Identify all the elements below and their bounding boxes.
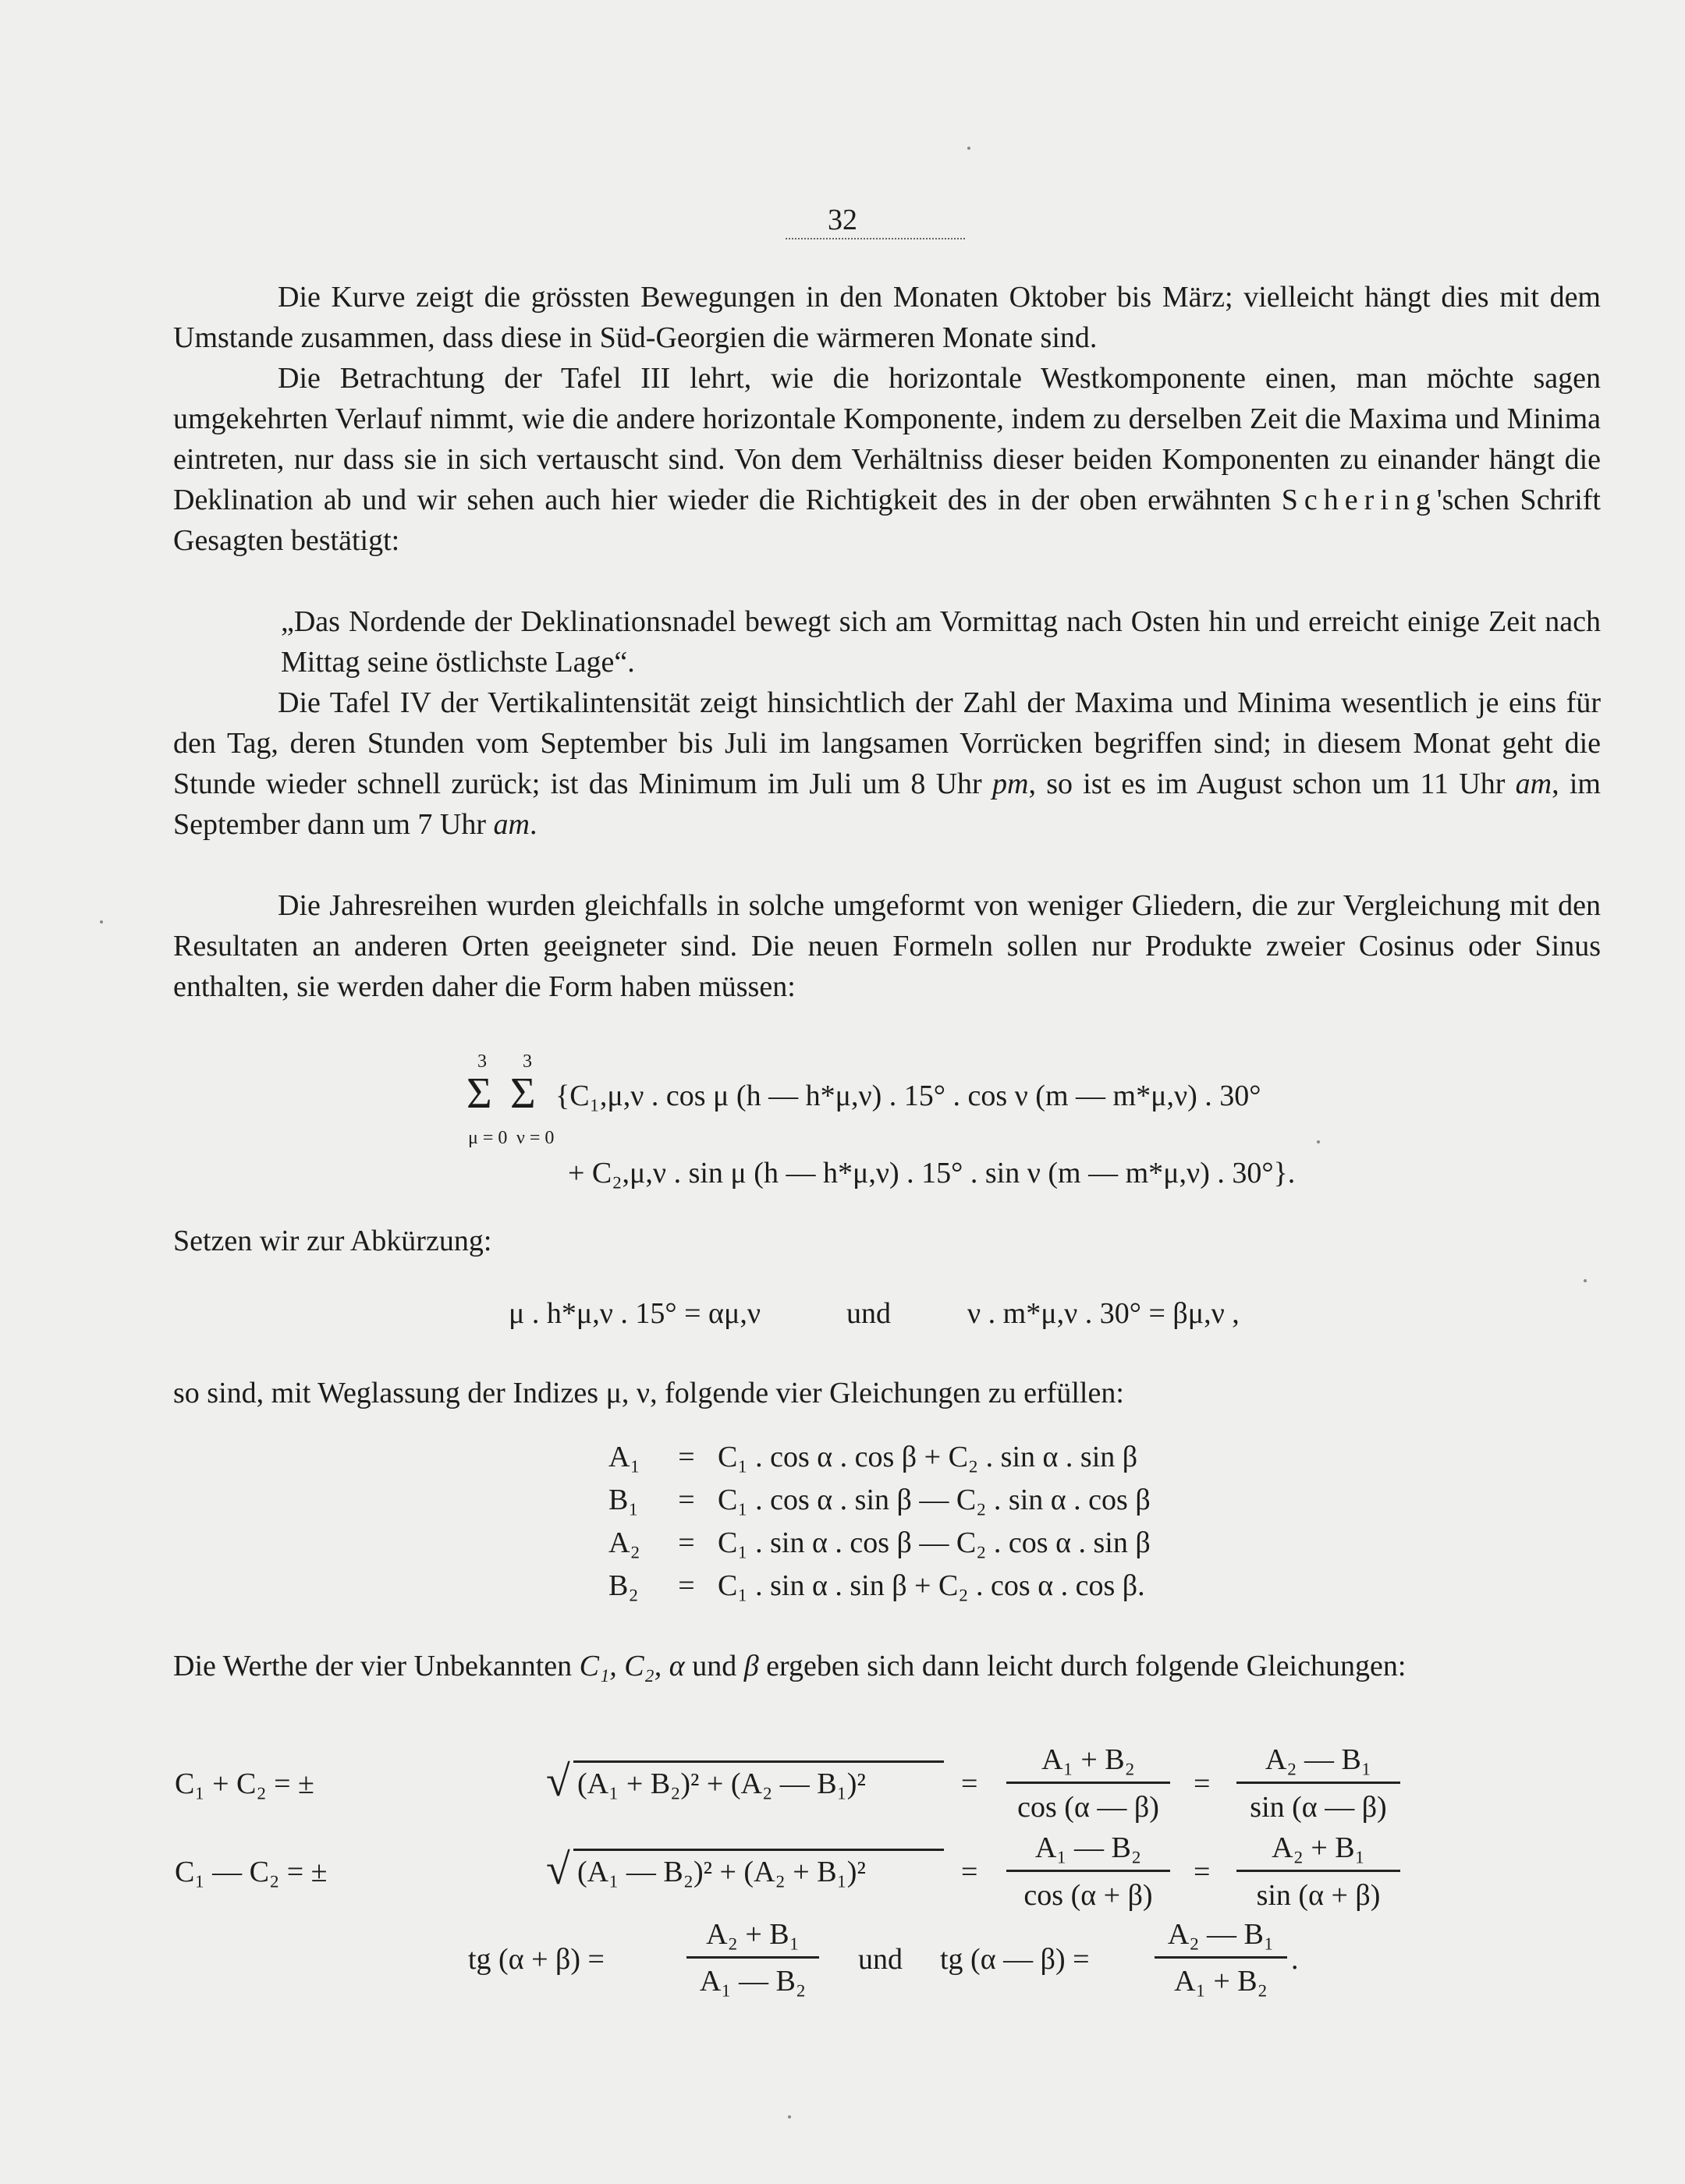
paragraph-3-text-a: Die Tafel IV der Vertikalintensität zeigt hinsichtlich der Zahl der Maxima und Minima wesentlich je eins für den Tag, deren Stunden vom September bis Juli im langsamen Vorrücken begriffen sind; in diesem Monat geht die Stunde wieder schnell zurück; ist das Minimum im Juli um 8 Uhr — [173, 686, 1601, 800]
solution-2-eq1: = — [961, 1856, 978, 1888]
system-lhs-3: A₂ — [608, 1526, 640, 1559]
page-number-underline — [786, 238, 965, 246]
solution-1-fraction-2-denominator: sin (α — β) — [1250, 1791, 1387, 1824]
abbrev-alpha: μ . h*μ,ν . 15° = αμ,ν — [509, 1297, 761, 1330]
system-rhs-4: C₁ . sin α . sin β + C₂ . cos α . cos β. — [718, 1569, 1145, 1602]
solution-2-fraction-2-denominator: sin (α + β) — [1256, 1879, 1381, 1912]
paragraph-5: Setzen wir zur Abkürzung: — [173, 1225, 492, 1257]
system-rhs-1: C₁ . cos α . cos β + C₂ . sin α . sin β — [718, 1441, 1138, 1473]
solution-3-lhs-2: tg (α — β) = — [940, 1943, 1090, 1976]
paragraph-7-und: und — [684, 1650, 744, 1682]
system-equation-4 — [608, 1569, 1233, 1603]
author-name-schering: Schering — [1281, 484, 1437, 516]
sum-lower-limit-mu: μ = 0 — [468, 1128, 508, 1148]
paragraph-2-text-a: Die Betrachtung der Tafel III lehrt, wie die horizontale Westkomponente einen, man möchte sagen umgekehrten Verlauf nimmt, wie die andere horizontale Komponente, indem zu derselben Zeit die Maxima und Minima eintreten, nur dass sie in sich vertauscht sind. Von dem Verhältniss dieser beiden Komponenten zu einander hängt die Deklination ab und wir sehen auch hier wieder die Richtigkeit des in der oben erwähnten — [173, 362, 1601, 516]
paragraph-7 — [173, 1646, 1601, 1686]
paragraph-7-text-b: ergeben sich dann leicht durch folgende Gleichungen: — [758, 1650, 1407, 1682]
paragraph-2-text-b: 'schen Schrift Gesagten bestätigt: — [173, 484, 1601, 557]
solution-1-fraction-1-numerator: A₁ + B₂ — [1041, 1743, 1135, 1776]
solution-1-fraction-2-numerator: A₂ — B₁ — [1265, 1743, 1372, 1776]
paragraph-7-variables: C₁, C₂, α — [579, 1650, 685, 1682]
solution-1-radicand: (A₁ + B₂)² + (A₂ — B₁)² — [577, 1767, 866, 1800]
solution-2-fraction-1-numerator: A₁ — B₂ — [1034, 1831, 1142, 1864]
solution-2-fraction-1-bar — [1006, 1870, 1170, 1872]
system-eq-4: = — [678, 1569, 695, 1602]
solution-1-radical-bar — [573, 1760, 944, 1763]
system-lhs-4: B₂ — [608, 1569, 639, 1602]
sum-upper-limit-2: 3 — [523, 1051, 532, 1072]
paragraph-4: Die Jahresreihen wurden gleichfalls in solche umgeformt von weniger Gliedern, die zur Vergleichung mit den Resultaten an anderen Orten geeigneter sind. Die neuen Formeln sollen nur Produkte zweier Cosinus oder Sinus enthalten, sie werden daher die Form haben müssen: — [173, 889, 1601, 1003]
system-eq-3: = — [678, 1526, 695, 1559]
solution-3-fraction-1-bar — [686, 1956, 819, 1959]
solution-3-und: und — [858, 1943, 903, 1976]
sum-sign-nu: Σ — [510, 1069, 536, 1118]
system-rhs-3: C₁ . sin α . cos β — C₂ . cos α . sin β — [718, 1526, 1151, 1559]
time-am-2: am — [493, 808, 530, 841]
abbrev-und: und — [846, 1297, 891, 1330]
solution-2-fraction-1-denominator: cos (α + β) — [1023, 1879, 1153, 1912]
paragraph-2 — [173, 358, 1601, 561]
paragraph-1: Die Kurve zeigt die grössten Bewegungen in den Monaten Oktober bis März; vielleicht hängt dies mit dem Umstande zusammen, dass diese in Süd-Georgien die wärmeren Monate sind. — [173, 281, 1601, 354]
paragraph-3-text-c: , im September dann um 7 Uhr — [173, 768, 1601, 841]
sum-lower-limit-nu: ν = 0 — [516, 1128, 555, 1148]
solution-1-fraction-1-denominator: cos (α — β) — [1017, 1791, 1159, 1824]
solution-2-fraction-2-numerator: A₂ + B₁ — [1272, 1831, 1365, 1864]
solution-3-fraction-2-denominator: A₁ + B₂ — [1174, 1965, 1268, 1998]
solution-1-eq1: = — [961, 1767, 978, 1800]
solution-2-lhs: C₁ — C₂ = ± — [175, 1856, 328, 1888]
abbrev-beta: ν . m*μ,ν . 30° = βμ,ν , — [967, 1297, 1240, 1330]
system-eq-1: = — [678, 1441, 695, 1473]
page-number: 32 — [828, 204, 857, 236]
scan-speck — [100, 920, 103, 924]
paragraph-3-text-b: , so ist es im August schon um 11 Uhr — [1028, 768, 1516, 800]
time-pm: pm — [991, 768, 1029, 800]
system-lhs-1: A₁ — [608, 1441, 640, 1473]
system-eq-2: = — [678, 1484, 695, 1516]
paragraph-7-text-a: Die Werthe der vier Unbekannten — [173, 1650, 580, 1682]
solution-3-fraction-1-numerator: A₂ + B₁ — [706, 1918, 800, 1951]
sum-upper-limit-1: 3 — [477, 1051, 487, 1072]
solution-3-fraction-2-bar — [1155, 1956, 1287, 1959]
solution-2-eq2: = — [1194, 1856, 1211, 1888]
system-equation-2 — [608, 1483, 1233, 1517]
paragraph-7-beta: β — [743, 1650, 759, 1682]
solution-2-radicand: (A₁ — B₂)² + (A₂ + B₁)² — [577, 1856, 866, 1888]
system-equation-3 — [608, 1526, 1233, 1560]
solution-1-radical: √ — [546, 1757, 570, 1806]
scan-speck — [788, 2115, 791, 2118]
solution-2-radical-bar — [573, 1849, 944, 1851]
solution-2-radical: √ — [546, 1845, 570, 1894]
paragraph-3 — [173, 682, 1601, 845]
solution-1-fraction-2-bar — [1236, 1782, 1400, 1784]
solution-1-fraction-1-bar — [1006, 1782, 1170, 1784]
system-lhs-2: B₁ — [608, 1484, 639, 1516]
sum-formula-line-2: + C₂,μ,ν . sin μ (h — h*μ,ν) . 15° . sin ν (m — m*μ,ν) . 30°}. — [568, 1157, 1296, 1190]
sum-formula-line-1: {C₁,μ,ν . cos μ (h — h*μ,ν) . 15° . cos ν (m — m*μ,ν) . 30° — [555, 1080, 1261, 1112]
quotation: „Das Nordende der Deklinationsnadel bewegt sich am Vormittag nach Osten hin und erreicht einige Zeit nach Mittag seine östlichste Lage“. — [281, 605, 1601, 679]
scan-speck — [967, 147, 970, 150]
sum-sign-mu: Σ — [466, 1069, 492, 1118]
paragraph-6: so sind, mit Weglassung der Indizes μ, ν, folgende vier Gleichungen zu erfüllen: — [173, 1377, 1124, 1409]
system-rhs-2: C₁ . cos α . sin β — C₂ . sin α . cos β — [718, 1484, 1151, 1516]
solution-2-fraction-2-bar — [1236, 1870, 1400, 1872]
paragraph-3-text-d: . — [529, 808, 537, 841]
scan-speck — [1317, 1140, 1320, 1143]
solution-1-eq2: = — [1194, 1767, 1211, 1800]
solution-3-period: . — [1291, 1943, 1299, 1976]
solution-1-lhs: C₁ + C₂ = ± — [175, 1767, 314, 1800]
system-equation-1 — [608, 1440, 1233, 1474]
time-am-1: am — [1515, 768, 1552, 800]
scan-speck — [1584, 1279, 1587, 1282]
solution-3-fraction-1-denominator: A₁ — B₂ — [699, 1965, 807, 1998]
solution-3-fraction-2-numerator: A₂ — B₁ — [1167, 1918, 1275, 1951]
solution-3-lhs-1: tg (α + β) = — [468, 1943, 605, 1976]
